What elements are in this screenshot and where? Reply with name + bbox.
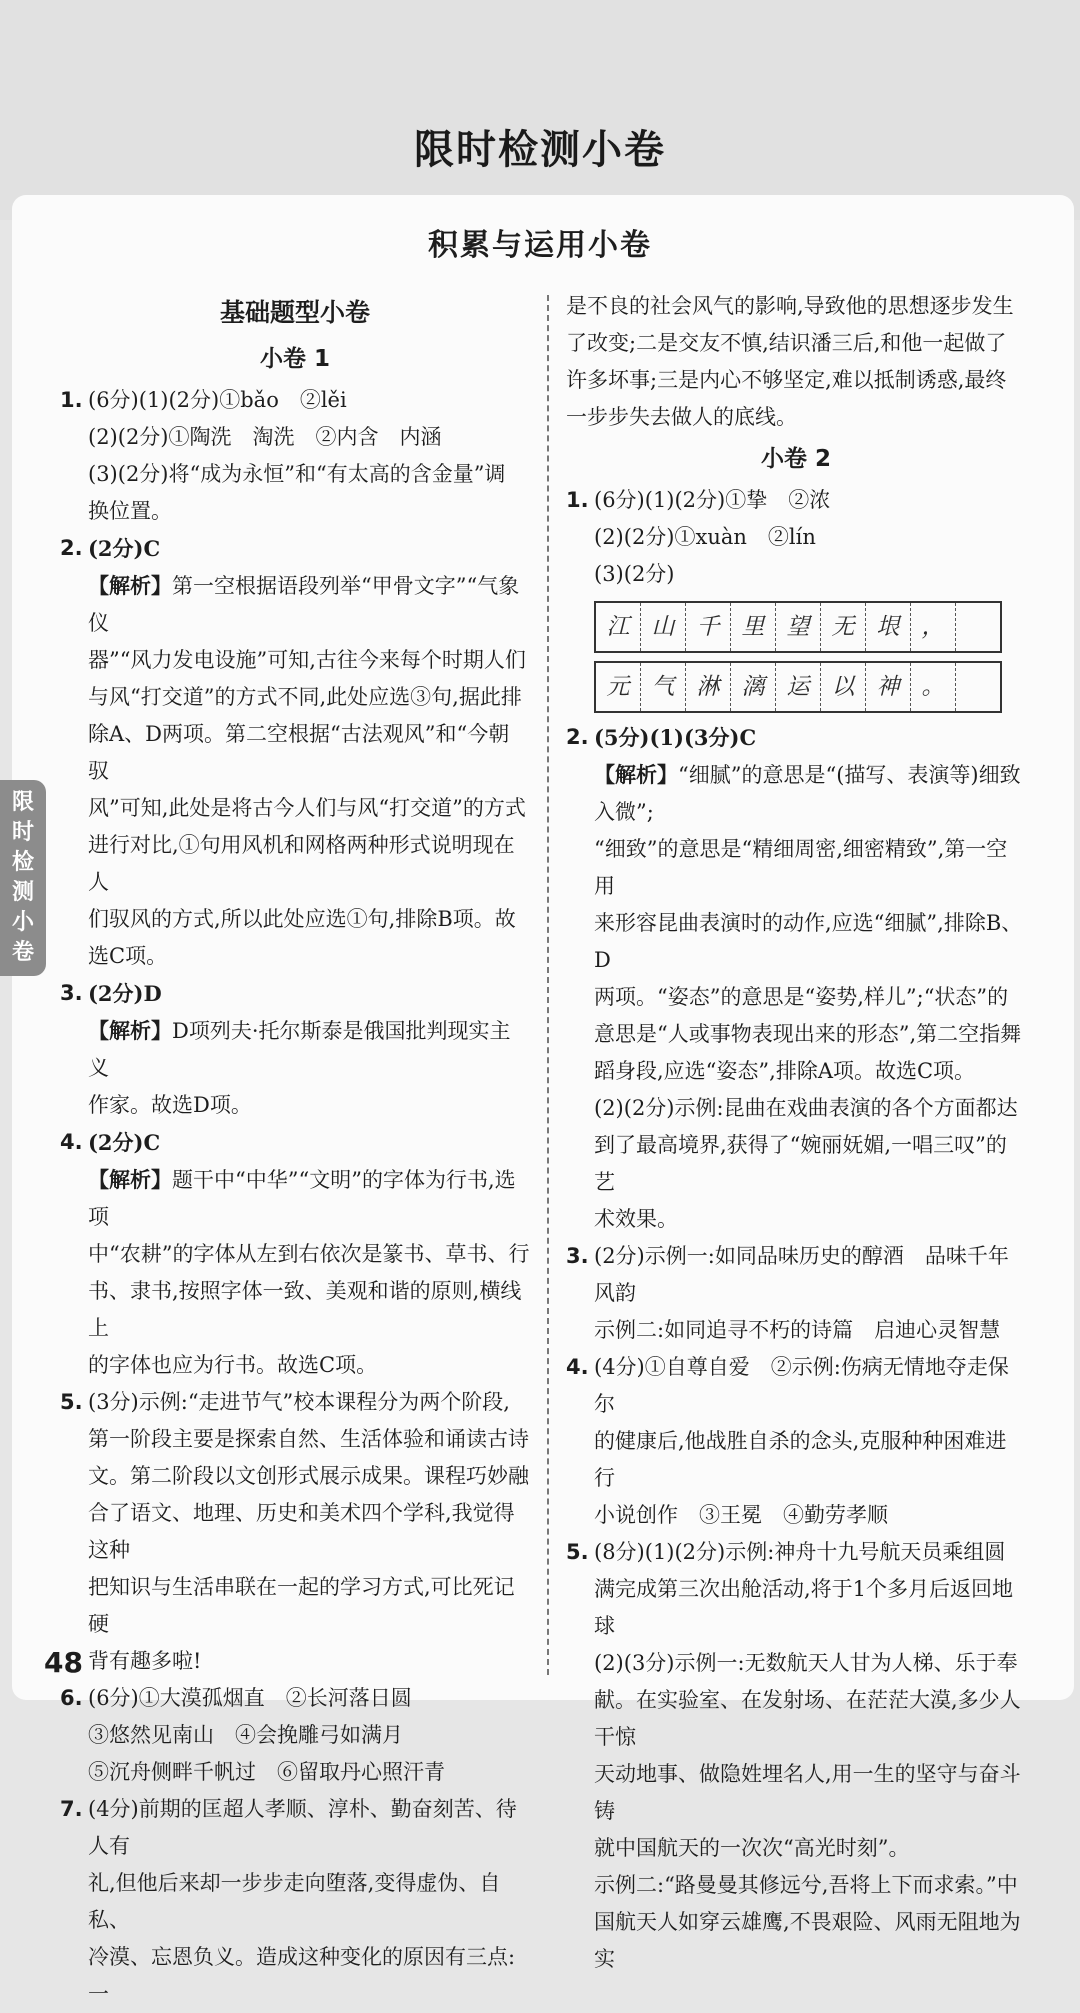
answer-line: 第一阶段主要是探索自然、生活体验和诵读古诗 (88, 1427, 529, 1451)
grid-cell (956, 603, 1000, 651)
analysis-label: 【解析】 (88, 1018, 172, 1043)
answer-line: 背有趣多啦! (88, 1649, 202, 1673)
left-heading: 基础题型小卷 (219, 298, 370, 327)
left-subheading: 小卷 1 (259, 346, 330, 372)
grid-cell: 无 (821, 603, 866, 651)
analysis-text: 与风“打交道”的方式不同,此处应选③句,据此排 (88, 685, 522, 709)
answer-line: (4分)前期的匡超人孝顺、淳朴、勤奋刻苦、待人有 (88, 1797, 517, 1858)
question-2 (60, 530, 530, 975)
question-6 (60, 1680, 530, 1791)
answer-line: 术效果。 (594, 1207, 678, 1231)
analysis-text: 意思是“人或事物表现出来的形态”,第二空指舞 (594, 1022, 1022, 1046)
side-tab-char: 检 (11, 850, 34, 875)
continued-answer (566, 288, 1026, 436)
question-2 (566, 719, 1026, 1238)
answer-line: (2)(2分)①xuàn ②lín (594, 525, 816, 549)
analysis-text: 两项。“姿态”的意思是“姿势,样儿”;“状态”的 (594, 985, 1009, 1009)
analysis-text: 们驭风的方式,所以此处应选①句,排除B项。故 (88, 907, 516, 931)
answer-line: 一步步失去做人的底线。 (566, 405, 797, 429)
section-title: 积累与运用小卷 (428, 228, 652, 263)
analysis-text: 蹈身段,应选“姿态”,排除A项。故选C项。 (594, 1059, 976, 1083)
analysis-text: 的字体也应为行书。故选C项。 (88, 1353, 378, 1377)
grid-cell: 望 (776, 603, 821, 651)
right-subheading: 小卷 2 (760, 446, 831, 472)
question-number: 1. (566, 488, 589, 512)
page-title: 限时检测小卷 (414, 127, 666, 173)
answer-line: 是不良的社会风气的影响,导致他的思想逐步发生 (566, 294, 1014, 318)
left-column (60, 290, 530, 2013)
answer-line: 就中国航天的一次次“高光时刻”。 (594, 1836, 910, 1860)
answer-line: 示例二:“路曼曼其修远兮,吾将上下而求索。”中 (594, 1873, 1018, 1897)
header-banner (0, 0, 1080, 220)
answer-line: ③悠然见南山 ④会挽雕弓如满月 (88, 1723, 403, 1747)
question-1 (566, 482, 1026, 713)
answer-line: (8分)(1)(2分)示例:神舟十九号航天员乘组圆 (594, 1540, 1006, 1564)
grid-cell: ， (911, 603, 956, 651)
answer-line: (3)(2分) (594, 562, 675, 586)
analysis-text: 第一空根据语段列举“甲骨文字”“气象仪 (88, 574, 520, 635)
grid-cell: 淋 (686, 663, 731, 711)
answer-choice: (5分)(1)(3分)C (594, 725, 757, 750)
answer-line: 示例二:如同追寻不朽的诗篇 启迪心灵智慧 (594, 1318, 1001, 1342)
answer-line: 礼,但他后来却一步步走向堕落,变得虚伪、自私、 (88, 1871, 501, 1932)
analysis-text: “细致”的意思是“精细周密,细密精致”,第一空用 (594, 837, 1008, 898)
answer-line: ⑤沉舟侧畔千帆过 ⑥留取丹心照汗青 (88, 1760, 445, 1784)
question-3 (566, 1238, 1026, 1349)
answer-line: (6分)①大漠孤烟直 ②长河落日圆 (88, 1686, 412, 1710)
question-3 (60, 975, 530, 1124)
question-5 (566, 1534, 1026, 1978)
column-divider (547, 295, 549, 1675)
answer-line: 的健康后,他战胜自杀的念头,克服种种困难进行 (594, 1429, 1007, 1490)
question-number: 5. (60, 1390, 83, 1414)
side-tab (0, 780, 46, 976)
grid-cell: 运 (776, 663, 821, 711)
analysis-text: 除A、D两项。第二空根据“古法观风”和“今朝驭 (88, 722, 510, 783)
answer-line: 国航天人如穿云雄鹰,不畏艰险、风雨无阻地为实 (594, 1910, 1021, 1971)
answer-line: 风韵 (594, 1281, 636, 1305)
side-tab-char: 限 (11, 790, 34, 815)
analysis-text: 来形容昆曲表演时的动作,应选“细腻”,排除B、D (594, 911, 1023, 972)
answer-line: 献。在实验室、在发射场、在茫茫大漠,多少人干惊 (594, 1688, 1021, 1749)
answer-choice: (2分)C (88, 536, 161, 561)
writing-grid-row-1 (594, 601, 1002, 653)
grid-cell: 。 (911, 663, 956, 711)
answer-line: 文。第二阶段以文创形式展示成果。课程巧妙融 (88, 1464, 529, 1488)
side-tab-char: 小 (11, 910, 34, 935)
analysis-text: 中“农耕”的字体从左到右依次是篆书、草书、行 (88, 1242, 530, 1266)
answer-line: 满完成第三次出舱活动,将于1个多月后返回地球 (594, 1577, 1014, 1638)
grid-cell: 江 (596, 603, 641, 651)
analysis-text: 风”可知,此处是将古今人们与风“打交道”的方式 (88, 796, 526, 820)
answer-line: 小说创作 ③王冕 ④勤劳孝顺 (594, 1503, 888, 1527)
grid-cell: 垠 (866, 603, 911, 651)
writing-grid-row-2 (594, 661, 1002, 713)
analysis-label: 【解析】 (88, 1167, 172, 1192)
analysis-label: 【解析】 (594, 762, 678, 787)
question-1 (60, 382, 530, 530)
question-number: 4. (566, 1355, 589, 1379)
answer-choice: (2分)D (88, 981, 162, 1006)
question-5 (60, 1384, 530, 1680)
grid-cell: 元 (596, 663, 641, 711)
question-4 (566, 1349, 1026, 1534)
analysis-text: 器”“风力发电设施”可知,古往今来每个时期人们 (88, 648, 526, 672)
analysis-text: D项列夫·托尔斯泰是俄国批判现实主义 (88, 1019, 511, 1080)
grid-cell: 神 (866, 663, 911, 711)
answer-line: 天动地事、做隐姓埋名人,用一生的坚守与奋斗铸 (594, 1762, 1021, 1823)
question-number: 5. (566, 1540, 589, 1564)
grid-cell: 漓 (731, 663, 776, 711)
question-number: 3. (60, 981, 83, 1005)
answer-line: (2分)示例一:如同品味历史的醇酒 品味千年 (594, 1244, 1009, 1268)
analysis-text: 书、隶书,按照字体一致、美观和谐的原则,横线上 (88, 1279, 522, 1340)
grid-cell: 以 (821, 663, 866, 711)
grid-cell (956, 663, 1000, 711)
answer-line: (3分)示例:“走进节气”校本课程分为两个阶段, (88, 1390, 510, 1414)
answer-line: (2)(2分)①陶洗 淘洗 ②内含 内涵 (88, 425, 442, 449)
question-number: 3. (566, 1244, 589, 1268)
side-tab-char: 时 (11, 820, 34, 845)
question-number: 7. (60, 1797, 83, 1821)
analysis-text: 作家。故选D项。 (88, 1093, 252, 1117)
answer-line: 换位置。 (88, 499, 172, 523)
answer-line: (4分)①自尊自爱 ②示例:伤病无情地夺走保尔 (594, 1355, 1009, 1416)
question-7 (60, 1791, 530, 2013)
answer-line: 到了最高境界,获得了“婉丽妩媚,一唱三叹”的艺 (594, 1133, 1007, 1194)
side-tab-char: 测 (11, 880, 34, 905)
answer-choice: (2分)C (88, 1130, 161, 1155)
analysis-text: “细腻”的意思是“(描写、表演等)细致入微”; (594, 763, 1021, 824)
side-tab-char: 卷 (11, 940, 34, 965)
answer-line: (3)(2分)将“成为永恒”和“有太高的含金量”调 (88, 462, 506, 486)
analysis-text: 题干中“中华”“文明”的字体为行书,选项 (88, 1168, 516, 1229)
analysis-text: 进行对比,①句用风机和网格两种形式说明现在人 (88, 833, 515, 894)
question-number: 2. (60, 536, 83, 560)
answer-line: (6分)(1)(2分)①bǎo ②lěi (88, 388, 347, 412)
question-4 (60, 1124, 530, 1384)
question-number: 1. (60, 388, 83, 412)
grid-cell: 千 (686, 603, 731, 651)
grid-cell: 山 (641, 603, 686, 651)
grid-cell: 里 (731, 603, 776, 651)
right-column (566, 288, 1026, 1978)
page-number: 48 (44, 1646, 83, 1679)
analysis-text: 选C项。 (88, 944, 168, 968)
answer-line: 了改变;二是交友不慎,结识潘三后,和他一起做了 (566, 331, 1007, 355)
analysis-label: 【解析】 (88, 573, 172, 598)
answer-line: 许多坏事;三是内心不够坚定,难以抵制诱惑,最终 (566, 368, 1007, 392)
answer-line: 冷漠、忘恩负义。造成这种变化的原因有三点:一 (88, 1945, 516, 2006)
answer-line: (2)(2分)示例:昆曲在戏曲表演的各个方面都达 (594, 1096, 1018, 1120)
answer-line: 合了语文、地理、历史和美术四个学科,我觉得这种 (88, 1501, 515, 1562)
question-number: 4. (60, 1130, 83, 1154)
question-number: 6. (60, 1686, 83, 1710)
answer-line: (2)(3分)示例一:无数航天人甘为人梯、乐于奉 (594, 1651, 1018, 1675)
answer-line: 把知识与生活串联在一起的学习方式,可比死记硬 (88, 1575, 515, 1636)
grid-cell: 气 (641, 663, 686, 711)
question-number: 2. (566, 725, 589, 749)
answer-line: (6分)(1)(2分)①挚 ②浓 (594, 488, 831, 512)
